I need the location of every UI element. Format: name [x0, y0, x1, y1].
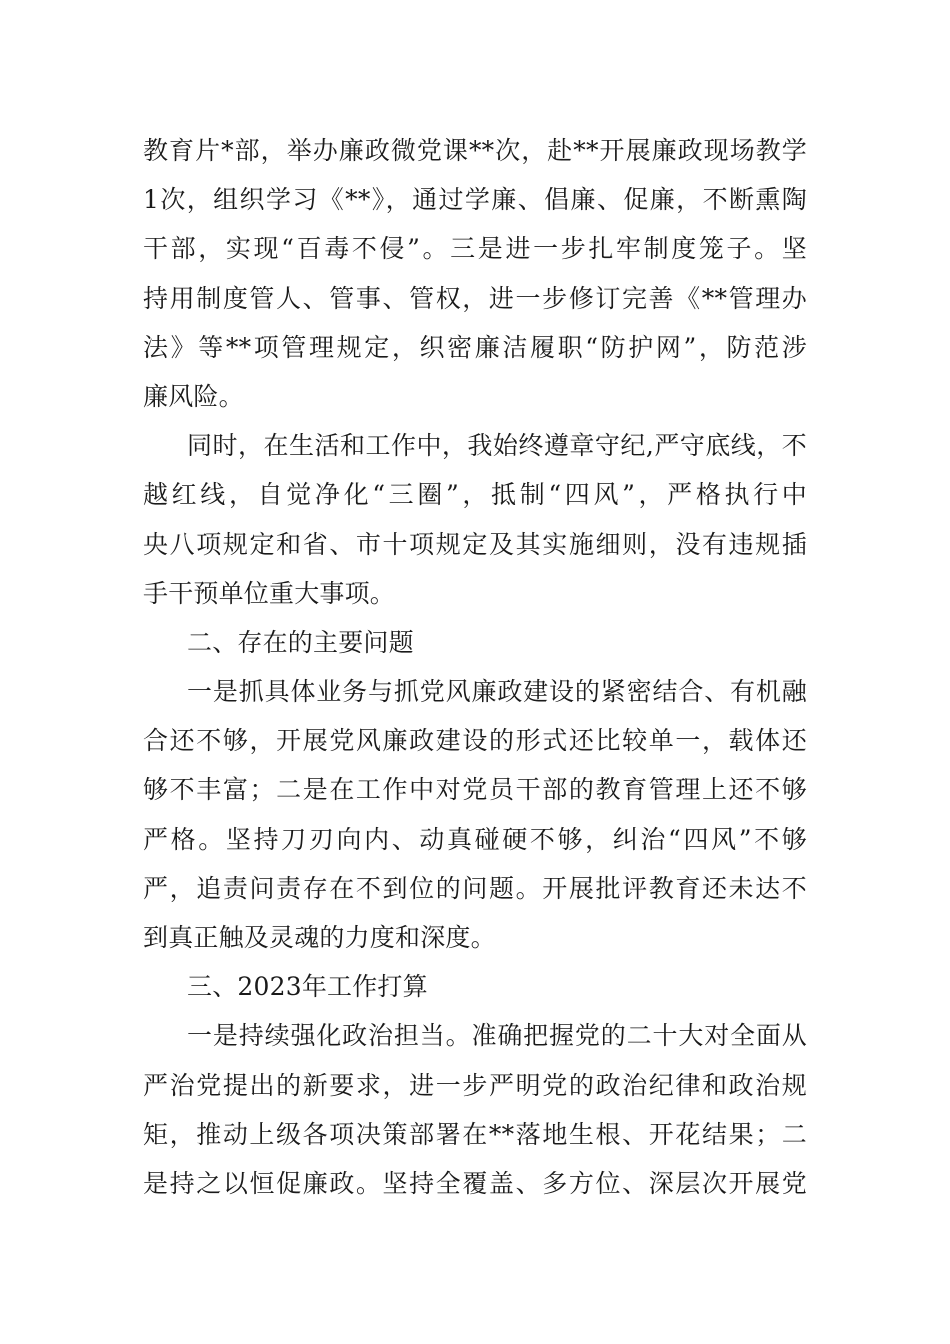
- text-line: 1次，组织学习《**》，通过学廉、倡廉、促廉，不断熏陶: [143, 185, 807, 215]
- text-line: 到真正触及灵魂的力度和深度。: [143, 923, 496, 952]
- text-line: 教育片*部，举办廉政微党课**次，赴**开展廉政现场教学: [143, 136, 807, 165]
- text-line: 矩，推动上级各项决策部署在**落地生根、开花结果；二: [143, 1119, 807, 1149]
- text-line: 严治党提出的新要求，进一步严明党的政治纪律和政治规: [143, 1070, 807, 1100]
- text-line: 法》等**项管理规定，织密廉洁履职“防护网”，防范涉: [143, 332, 807, 362]
- text-line: 同时，在生活和工作中，我始终遵章守纪,严守底线，不: [187, 431, 807, 461]
- text-line: 持用制度管人、管事、管权，进一步修订完善《**管理办: [143, 283, 807, 313]
- text-line: 廉风险。: [143, 381, 244, 411]
- text-line: 一是持续强化政治担当。准确把握党的二十大对全面从: [187, 1021, 807, 1051]
- text-line: 越红线，自觉净化“三圈”，抵制“四风”，严格执行中: [143, 480, 807, 510]
- body-text: [143, 126, 807, 1208]
- text-line: 央八项规定和省、市十项规定及其实施细则，没有违规插: [143, 529, 807, 559]
- text-line: 是持之以恒促廉政。坚持全覆盖、多方位、深层次开展党: [143, 1168, 807, 1198]
- text-line: 严，追责问责存在不到位的问题。开展批评教育还未达不: [143, 873, 807, 903]
- text-line: 够不丰富；二是在工作中对党员干部的教育管理上还不够: [143, 775, 807, 805]
- text-line: 严格。坚持刀刃向内、动真碰硬不够，纠治“四风”不够: [143, 824, 807, 854]
- text-line: 合还不够，开展党风廉政建设的形式还比较单一，载体还: [143, 726, 807, 756]
- section-heading: 二、存在的主要问题: [187, 627, 414, 657]
- section-heading: 三、2023年工作打算: [187, 972, 428, 1002]
- text-line: 一是抓具体业务与抓党风廉政建设的紧密结合、有机融: [187, 677, 807, 707]
- text-line: 干部，实现“百毒不侵”。三是进一步扎牢制度笼子。坚: [143, 234, 807, 264]
- text-line: 手干预单位重大事项。: [143, 578, 396, 608]
